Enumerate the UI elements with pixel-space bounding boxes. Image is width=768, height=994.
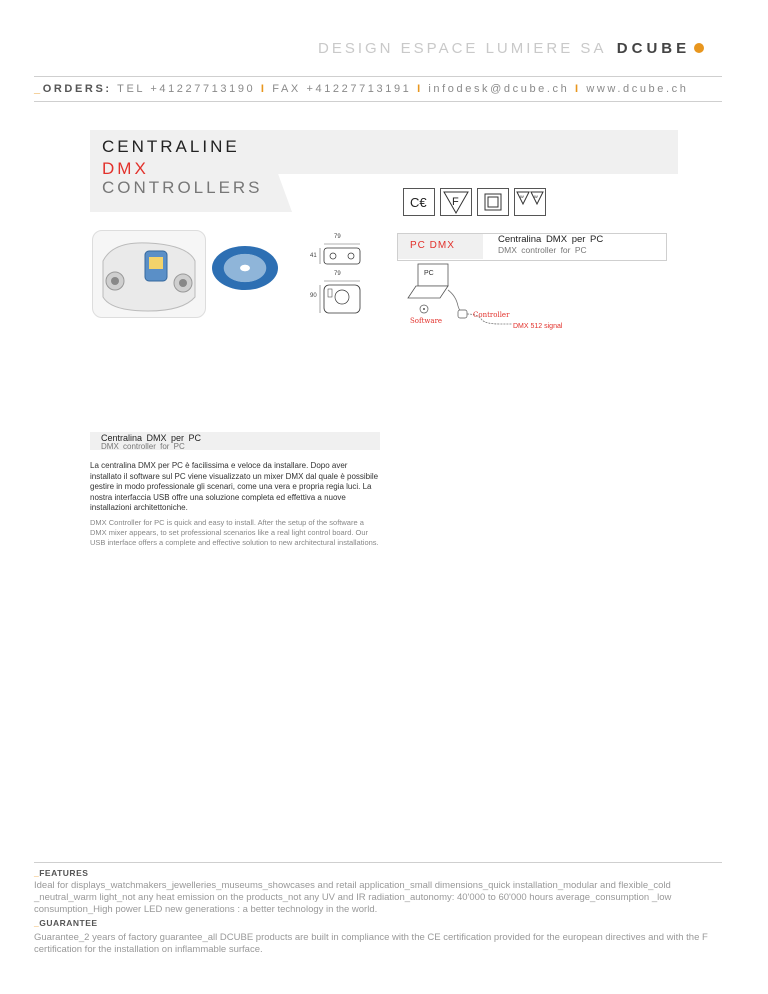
company-name: DESIGN ESPACE LUMIERE SA bbox=[318, 40, 606, 57]
ce-mark-icon bbox=[403, 188, 435, 216]
top-view-drawing bbox=[318, 242, 364, 266]
controller-photo bbox=[92, 230, 206, 318]
website-link[interactable]: www.dcube.ch bbox=[586, 83, 689, 95]
features-title: _FEATURES bbox=[34, 868, 89, 878]
header-divider-bottom bbox=[34, 101, 722, 102]
email-link[interactable]: infodesk@dcube.ch bbox=[428, 83, 570, 95]
header-divider-top bbox=[34, 76, 722, 77]
description-text-en: DMX Controller for PC is quick and easy to install. After the setup of the software a DMX mixer appears, to set professional scenarios like a real light control board. Our USB interface offers a complete and effective solution to new architectural installations. bbox=[90, 518, 379, 547]
features-text: Ideal for displays_watchmakers_jewelleries_museums_showcases and retail application_small dimensions_quick installation_modular and flexible_cold _neutral_warm light_not any heat emission on the products_not any UV and IR radiation_autonomy: 40'000 to 60'000 hours average_consumption _low consumption_High power LED new generations : a better technology in the world. bbox=[34, 880, 672, 915]
dim-top-width: 79 bbox=[334, 234, 341, 240]
diagram-signal-label: DMX 512 signal bbox=[513, 323, 563, 330]
software-cd-photo bbox=[212, 246, 278, 290]
guarantee-text: Guarantee_2 years of factory guarantee_all DCUBE products are built in compliance with the CE certification provided for the european directives and with the F certification for the installation on inflammable surface. bbox=[34, 932, 708, 955]
contact-bar: _ORDERS: TEL +41227713190 I FAX +41227713191 I infodesk@dcube.ch I www.dcube.ch bbox=[34, 83, 689, 95]
description-text-it: La centralina DMX per PC è facilissima e veloce da installare. Dopo aver installato il software sul PC viene visualizzato un mixer DMX dal quale è possibile gestire in modo professionale gli scenari, come una vera e propria regia luci. La nostra interfaccia USB offre una soluzione completa ed effettiva a nuove installazioni architettoniche. bbox=[90, 461, 379, 512]
description-title-en: DMX controller for PC bbox=[101, 442, 185, 451]
product-tag-title-it: Centralina DMX per PC bbox=[498, 234, 604, 245]
dim-bottom-width: 79 bbox=[334, 271, 341, 277]
logo-mark-icon bbox=[694, 43, 704, 53]
double-insulation-icon bbox=[477, 188, 509, 216]
phone-number: TEL +41227713190 bbox=[117, 83, 256, 95]
svg-text:F: F bbox=[452, 196, 459, 208]
product-tag-title-en: DMX controller for PC bbox=[498, 245, 587, 255]
svg-text:W: W bbox=[520, 194, 524, 199]
diagram-controller-label: Controller bbox=[473, 311, 510, 319]
title-line-1: CENTRALINE bbox=[102, 137, 240, 156]
separator: I bbox=[417, 83, 423, 95]
f-mark-icon bbox=[440, 188, 472, 216]
diagram-software-label: Software bbox=[410, 317, 443, 325]
company-header bbox=[318, 40, 704, 57]
product-tag-label: PC DMX bbox=[410, 240, 455, 251]
brand-logo: DCUBE bbox=[616, 40, 691, 57]
separator: I bbox=[260, 83, 267, 95]
features-divider bbox=[34, 862, 722, 863]
temperature-rating-icon bbox=[514, 188, 546, 216]
orders-label: ORDERS: bbox=[42, 83, 112, 95]
title-line-2: DMX bbox=[102, 159, 149, 178]
dim-bottom-height: 90 bbox=[310, 293, 317, 299]
guarantee-title: _GUARANTEE bbox=[34, 918, 98, 928]
diagram-pc-label: PC bbox=[424, 270, 434, 277]
svg-text:W: W bbox=[534, 194, 538, 199]
separator: I bbox=[575, 83, 581, 95]
dim-top-height: 41 bbox=[310, 253, 317, 259]
fax-number: FAX +41227713191 bbox=[272, 83, 412, 95]
side-view-drawing bbox=[318, 279, 364, 315]
description-title-it: Centralina DMX per PC bbox=[101, 433, 202, 443]
title-banner bbox=[262, 130, 678, 174]
svg-text:C€: C€ bbox=[410, 195, 427, 210]
title-line-3: CONTROLLERS bbox=[102, 178, 263, 197]
